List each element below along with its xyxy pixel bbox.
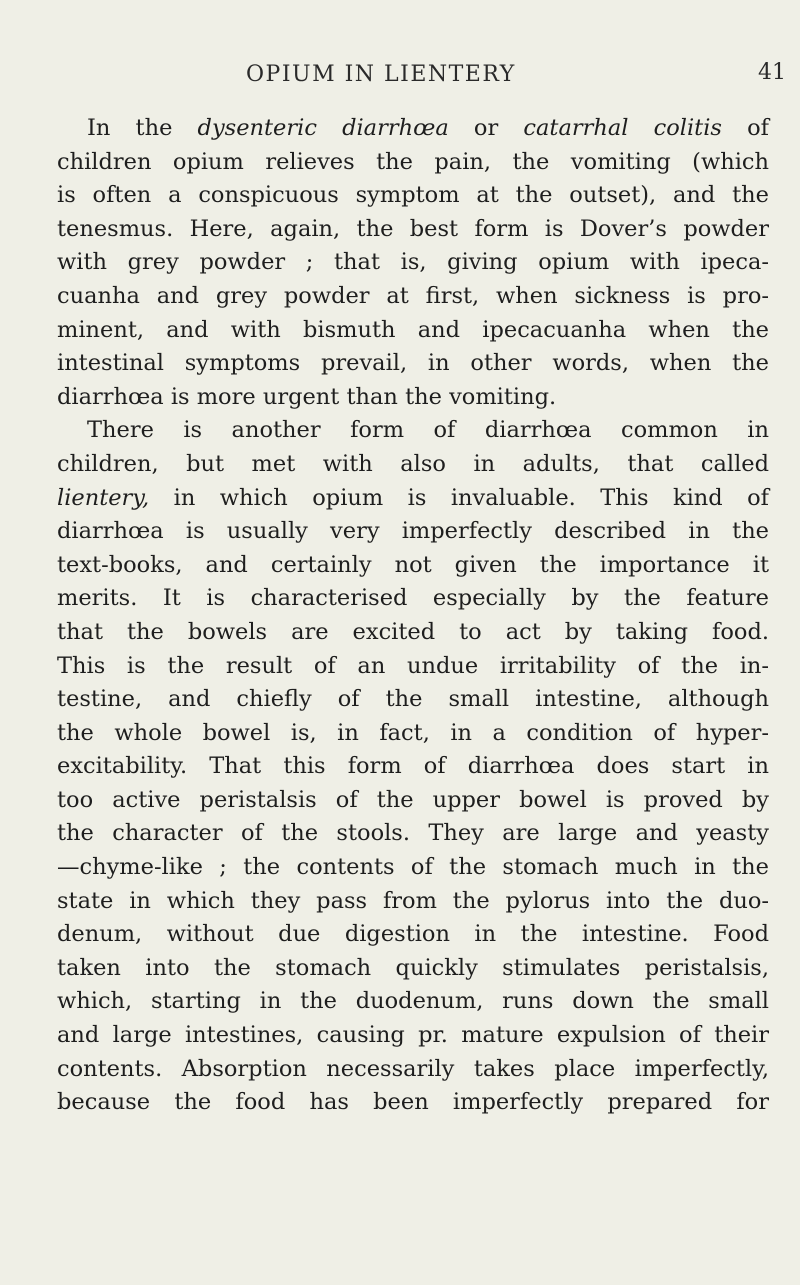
- text-span: taken into the stomach quickly stimulates peristalsis,: [57, 954, 769, 981]
- text-line: [57, 179, 769, 213]
- text-line: [57, 851, 769, 885]
- text-line: [57, 1019, 769, 1053]
- text-span: which, starting in the duodenum, runs down the small: [57, 988, 769, 1015]
- text-span: or: [448, 115, 524, 141]
- text-line: [57, 952, 769, 986]
- text-line: [57, 885, 769, 919]
- text-span: In the: [87, 115, 198, 141]
- text-span: of: [721, 115, 770, 141]
- text-line: [57, 582, 769, 616]
- text-line: [57, 314, 769, 348]
- text-line: [57, 146, 769, 180]
- text-span: children opium relieves the pain, the vomiting (which: [57, 148, 769, 175]
- text-span: that the bowels are excited to act by taking food.: [57, 618, 769, 645]
- text-span: children, but met with also in adults, that called: [57, 450, 769, 477]
- text-line: [57, 246, 769, 280]
- text-line: [57, 515, 769, 549]
- text-span: state in which they pass from the pylorus into the duo-: [57, 887, 769, 914]
- text-line: [57, 448, 769, 482]
- text-span: is often a conspicuous symptom at the outset), and the: [57, 182, 769, 209]
- text-span: and large intestines, causing pr. mature expulsion of their: [57, 1022, 769, 1049]
- text-span: diarrhœa is usually very imperfectly described in the: [57, 518, 769, 545]
- text-span: cuanha and grey powder at first, when sickness is pro-: [57, 282, 769, 309]
- text-line: [57, 347, 769, 381]
- text-span: tenesmus. Here, again, the best form is Dover’s powder: [57, 215, 769, 242]
- text-line: [57, 1053, 769, 1087]
- text-span: because the food has been imperfectly prepared for: [57, 1089, 769, 1116]
- text-line: [57, 817, 769, 851]
- text-span: intestinal symptoms prevail, in other words, when the: [57, 350, 769, 377]
- text-span: with grey powder ; that is, giving opium with ipeca-: [57, 249, 769, 276]
- text-span: diarrhœa is more urgent than the vomiting.: [57, 383, 557, 410]
- text-span-italic: dysenteric diarrhœa: [197, 115, 449, 141]
- text-line: [57, 784, 769, 818]
- text-span: too active peristalsis of the upper bowel is proved by: [57, 786, 769, 813]
- text-line: [57, 482, 769, 516]
- running-head-title: OPIUM IN LIENTERY: [246, 62, 516, 87]
- text-span-italic: lientery,: [57, 484, 150, 511]
- text-line: [57, 280, 769, 314]
- text-span: text-books, and certainly not given the importance it: [57, 551, 769, 578]
- text-line: [57, 414, 769, 448]
- text-line: [57, 650, 769, 684]
- text-span: This is the result of an undue irritability of the in-: [57, 652, 769, 679]
- text-line: [57, 750, 769, 784]
- running-head: [0, 60, 800, 100]
- text-span: denum, without due digestion in the intestine. Food: [57, 921, 769, 948]
- text-span: minent, and with bismuth and ipecacuanha when the: [57, 316, 769, 343]
- text-span: in which opium is invaluable. This kind of: [149, 484, 769, 511]
- text-line: [57, 985, 769, 1019]
- text-line: [57, 213, 769, 247]
- text-span-italic: catarrhal colitis: [523, 115, 722, 141]
- text-line: [57, 683, 769, 717]
- text-line: [57, 616, 769, 650]
- text-span: —chyme-like ; the contents of the stomach much in the: [57, 854, 769, 881]
- text-span: the character of the stools. They are large and yeasty: [57, 820, 769, 847]
- text-line: [57, 918, 769, 952]
- page-number: 41: [758, 60, 786, 85]
- text-span: the whole bowel is, in fact, in a condition of hyper-: [57, 719, 769, 746]
- body-text: [57, 112, 769, 1120]
- text-span: merits. It is characterised especially by the feature: [57, 585, 769, 612]
- text-span: excitability. That this form of diarrhœa does start in: [57, 753, 769, 780]
- text-line: [57, 549, 769, 583]
- text-span: There is another form of diarrhœa common in: [87, 417, 769, 444]
- text-line: [57, 717, 769, 751]
- text-span: testine, and chiefly of the small intestine, although: [57, 686, 769, 713]
- text-span: contents. Absorption necessarily takes place imperfectly,: [57, 1055, 769, 1082]
- text-line: [57, 381, 769, 415]
- text-line: [57, 1086, 769, 1120]
- text-line: [57, 112, 769, 146]
